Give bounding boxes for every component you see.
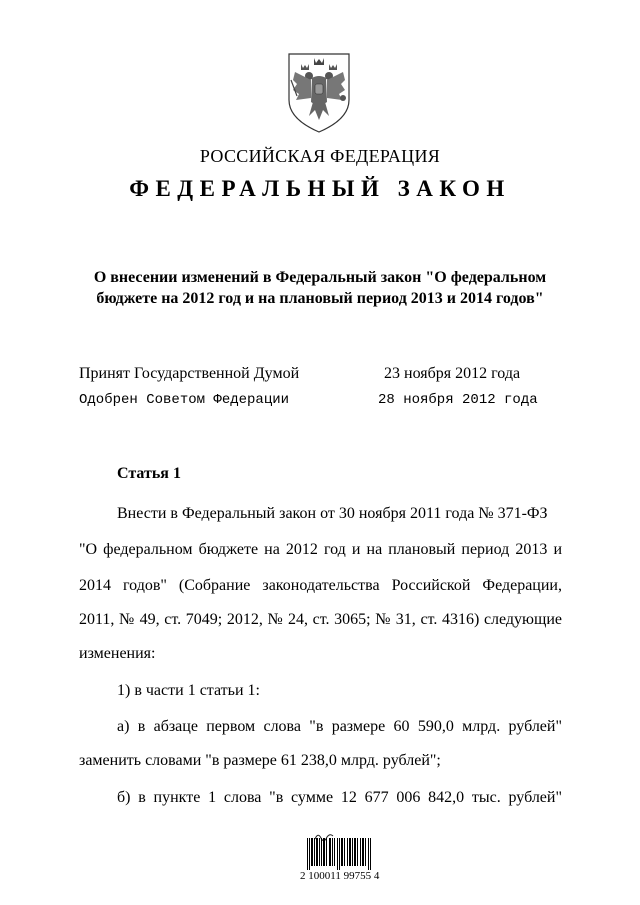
paragraph-line: изменения:	[79, 645, 156, 662]
federation-council-approval-date: 28 ноября 2012 года	[378, 392, 538, 408]
list-item: 1) в части 1 статьи 1:	[117, 682, 260, 699]
law-title-line-1: О внесении изменений в Федеральный закон "О федеральном	[93, 269, 547, 286]
paragraph-line: 2011, № 49, ст. 7049; 2012, № 24, ст. 3065; № 31, ст. 4316) следующие	[79, 611, 562, 628]
document-type-heading: ФЕДЕРАЛЬНЫЙ ЗАКОН	[129, 176, 511, 201]
country-heading: РОССИЙСКАЯ ФЕДЕРАЦИЯ	[199, 146, 441, 166]
barcode-number: 2 100011 99755 4	[300, 870, 380, 882]
paragraph-line: "О федеральном бюджете на 2012 год и на плановый период 2013 и	[79, 541, 562, 558]
duma-adoption-date: 23 ноября 2012 года	[384, 365, 521, 382]
list-item: б) в пункте 1 слова "в сумме 12 677 006 842,0 тыс. рублей"	[117, 789, 562, 806]
article-heading: Статья 1	[117, 465, 181, 482]
federation-council-approval-label: Одобрен Советом Федерации	[79, 392, 290, 408]
paragraph-line: Внести в Федеральный закон от 30 ноября 2011 года № 371-ФЗ	[117, 505, 548, 522]
duma-adoption-label: Принят Государственной Думой	[79, 365, 300, 382]
list-item: заменить словами "в размере 61 238,0 млрд. рублей";	[79, 752, 441, 769]
coat-of-arms-icon	[283, 50, 355, 134]
list-item: а) в абзаце первом слова "в размере 60 590,0 млрд. рублей"	[117, 718, 562, 735]
paragraph-line: 2014 годов" (Собрание законодательства Российской Федерации,	[79, 577, 562, 594]
law-title-line-2: бюджете на 2012 год и на плановый период 2013 и 2014 годов"	[96, 290, 544, 307]
barcode-icon	[307, 838, 373, 870]
